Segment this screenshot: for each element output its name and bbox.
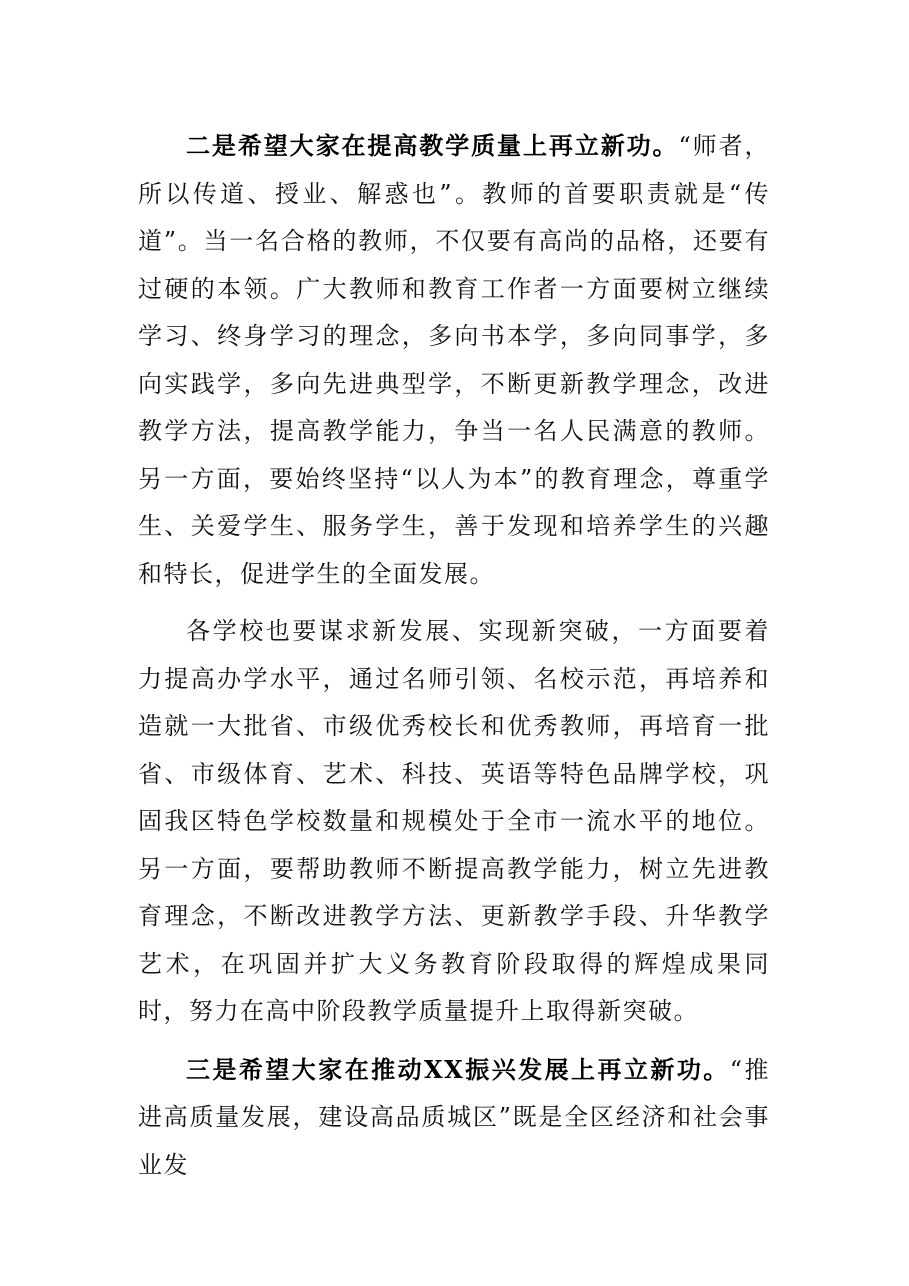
paragraph-text: “推进高质量发展，建设高品质城区”既是全区经济和社会事业发 [138,1055,770,1179]
paragraph-lead-heading: 三是希望大家在推动XX振兴发展上再立新功。 [186,1054,730,1084]
document-body [138,122,770,1189]
paragraph-text: “师者，所以传道、授业、解惑也”。教师的首要职责就是“传道”。当一名合格的教师，不仅要有高尚的品格，还要有过硬的本领。广大教师和教育工作者一方面要树立继续学习、终身学习的理念，多向书本学，多向同事学，多向实践学，多向先进典型学，不断更新教学理念，改进教学方法，提高教学能力，争当一名人民满意的教师。另一方面，要始终坚持“以人为本”的教育理念，尊重学生、关爱学生、服务学生，善于发现和培养学生的兴趣和特长，促进学生的全面发展。 [138,132,770,588]
paragraph-text: 各学校也要谋求新发展、实现新突破，一方面要着力提高办学水平，通过名师引领、名校示范，再培养和造就一大批省、市级优秀校长和优秀教师，再培育一批省、市级体育、艺术、科技、英语等特色品牌学校，巩固我区特色学校数量和规模处于全市一流水平的地位。另一方面，要帮助教师不断提高教学能力，树立先进教育理念，不断改进教学方法、更新教学手段、升华教学艺术，在巩固并扩大义务教育阶段取得的辉煌成果同时，努力在高中阶段教学质量提升上取得新突破。 [138,617,770,1025]
paragraph-teaching-quality [138,122,770,598]
paragraph-revitalization [138,1046,770,1190]
paragraph-lead-heading: 二是希望大家在提高教学质量上再立新功。 [186,131,679,160]
paragraph-school-development [138,608,770,1036]
